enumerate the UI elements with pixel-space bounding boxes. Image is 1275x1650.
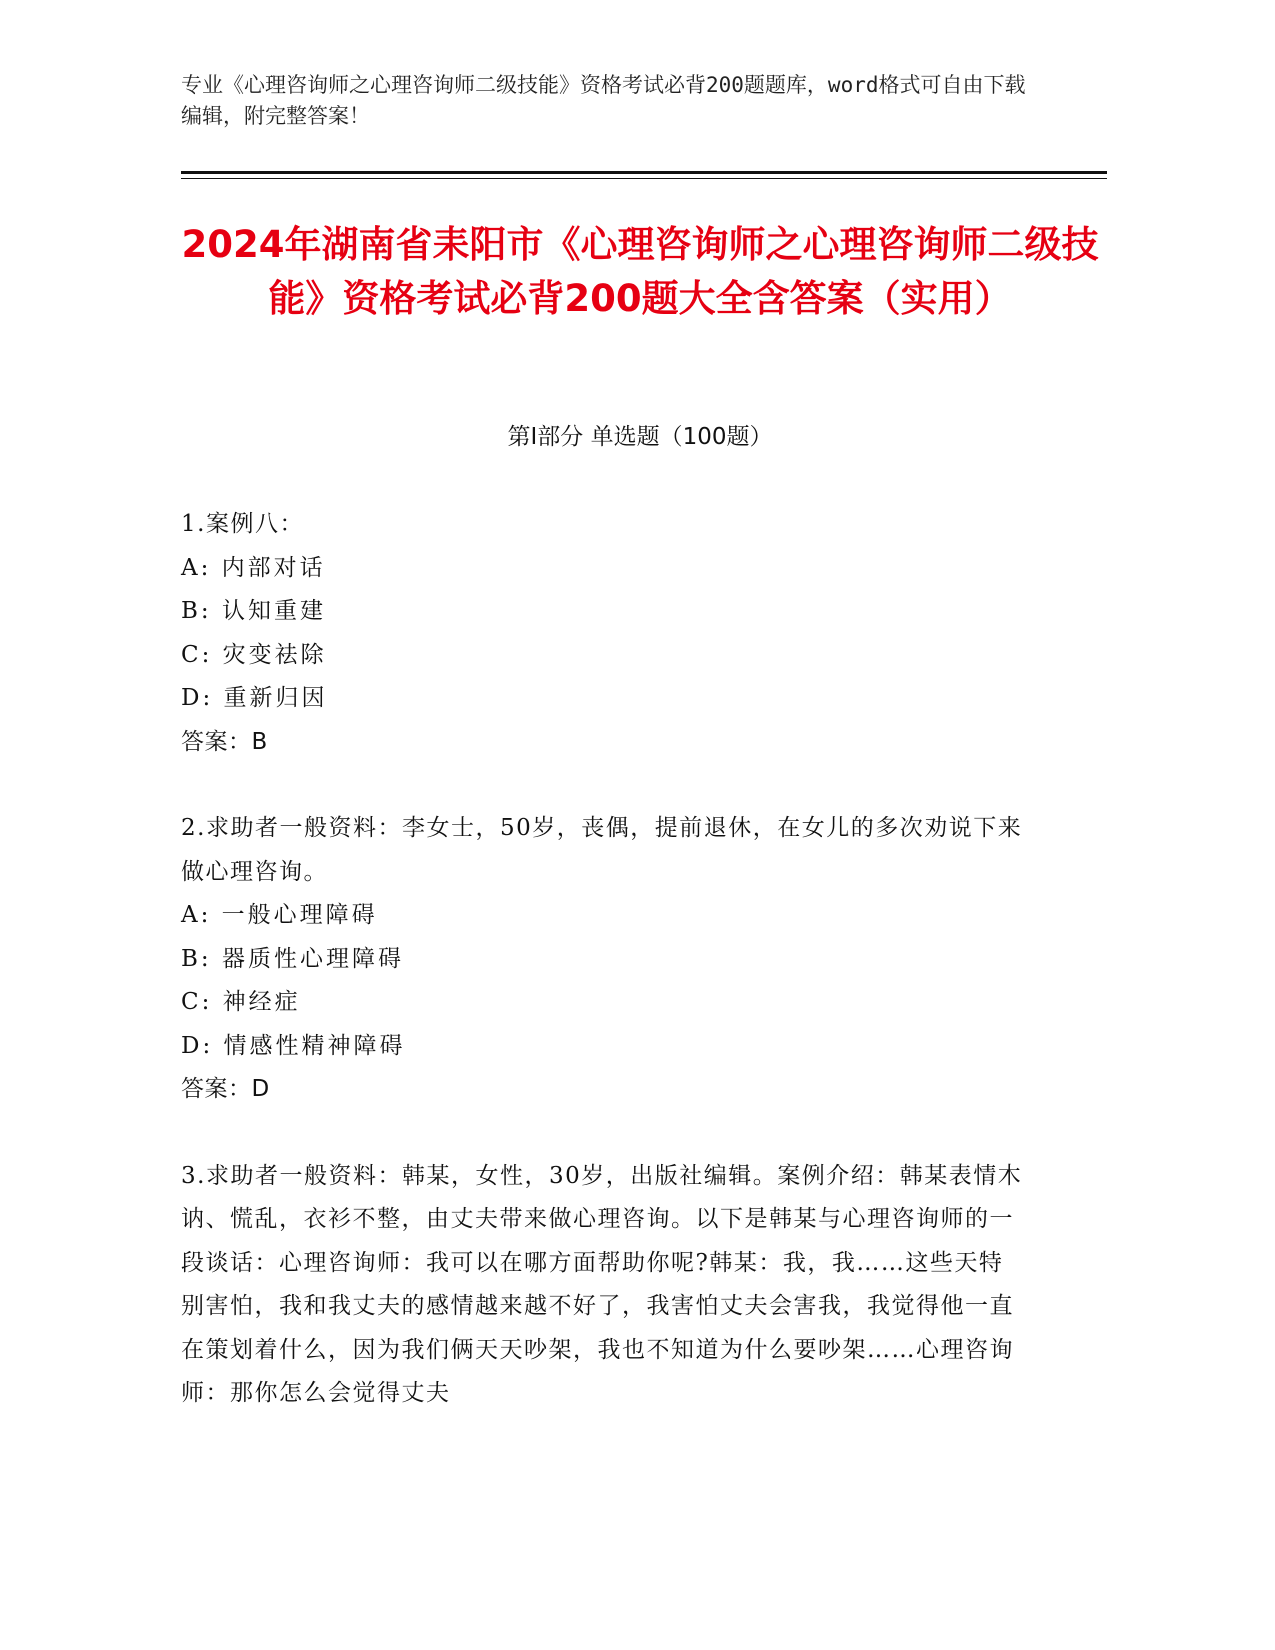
answer-line: 答案：D: [181, 1076, 270, 1102]
header-divider-thin: [181, 178, 1107, 179]
option-a: A: 内部对话: [181, 554, 326, 581]
question-stem: 3.求助者一般资料：韩某，女性，30岁，出版社编辑。案例介绍：韩某表情木讷、慌乱，衣衫不整，由丈夫带来做心理咨询。以下是韩某与心理咨询师的一段谈话：心理咨询师：我可以在哪方面帮助你呢?韩某：我，我……这些天特别害怕，我和我丈夫的感情越来越不好了，我害怕丈夫会害我，我觉得他一直在策划着什么，因为我们俩天天吵架，我也不知道为什么要吵架……心理咨询师：那你怎么会觉得丈夫: [181, 1162, 1023, 1406]
header-note: 专业《心理咨询师之心理咨询师二级技能》资格考试必背200题题库，word格式可自由下载编辑，附完整答案！: [181, 73, 1026, 128]
question-stem: 2.求助者一般资料：李女士，50岁，丧偶，提前退休，在女儿的多次劝说下来做心理咨询。: [181, 815, 1023, 885]
question-2: [181, 807, 1026, 1112]
header-divider-thick: [181, 171, 1107, 174]
question-list: [181, 503, 1026, 1459]
document-title: 2024年湖南省耒阳市《心理咨询师之心理咨询师二级技能》资格考试必背200题大全含答案（实用）: [181, 223, 1099, 320]
question-stem: 1.案例八：: [181, 511, 304, 537]
section-title: 第Ⅰ部分 单选题（100题）: [507, 424, 773, 450]
answer-line: 答案：B: [181, 728, 268, 755]
option-d: D: 情感性精神障碍: [181, 1032, 406, 1059]
option-c: C: 灾变祛除: [181, 641, 327, 668]
question-3: [181, 1155, 1026, 1416]
option-b: B: 认知重建: [181, 598, 326, 624]
option-d: D: 重新归因: [181, 685, 328, 711]
question-1: [181, 503, 1026, 764]
option-c: C: 神经症: [181, 989, 301, 1015]
option-a: A: 一般心理障碍: [181, 902, 378, 928]
option-b: B: 器质性心理障碍: [181, 945, 404, 972]
